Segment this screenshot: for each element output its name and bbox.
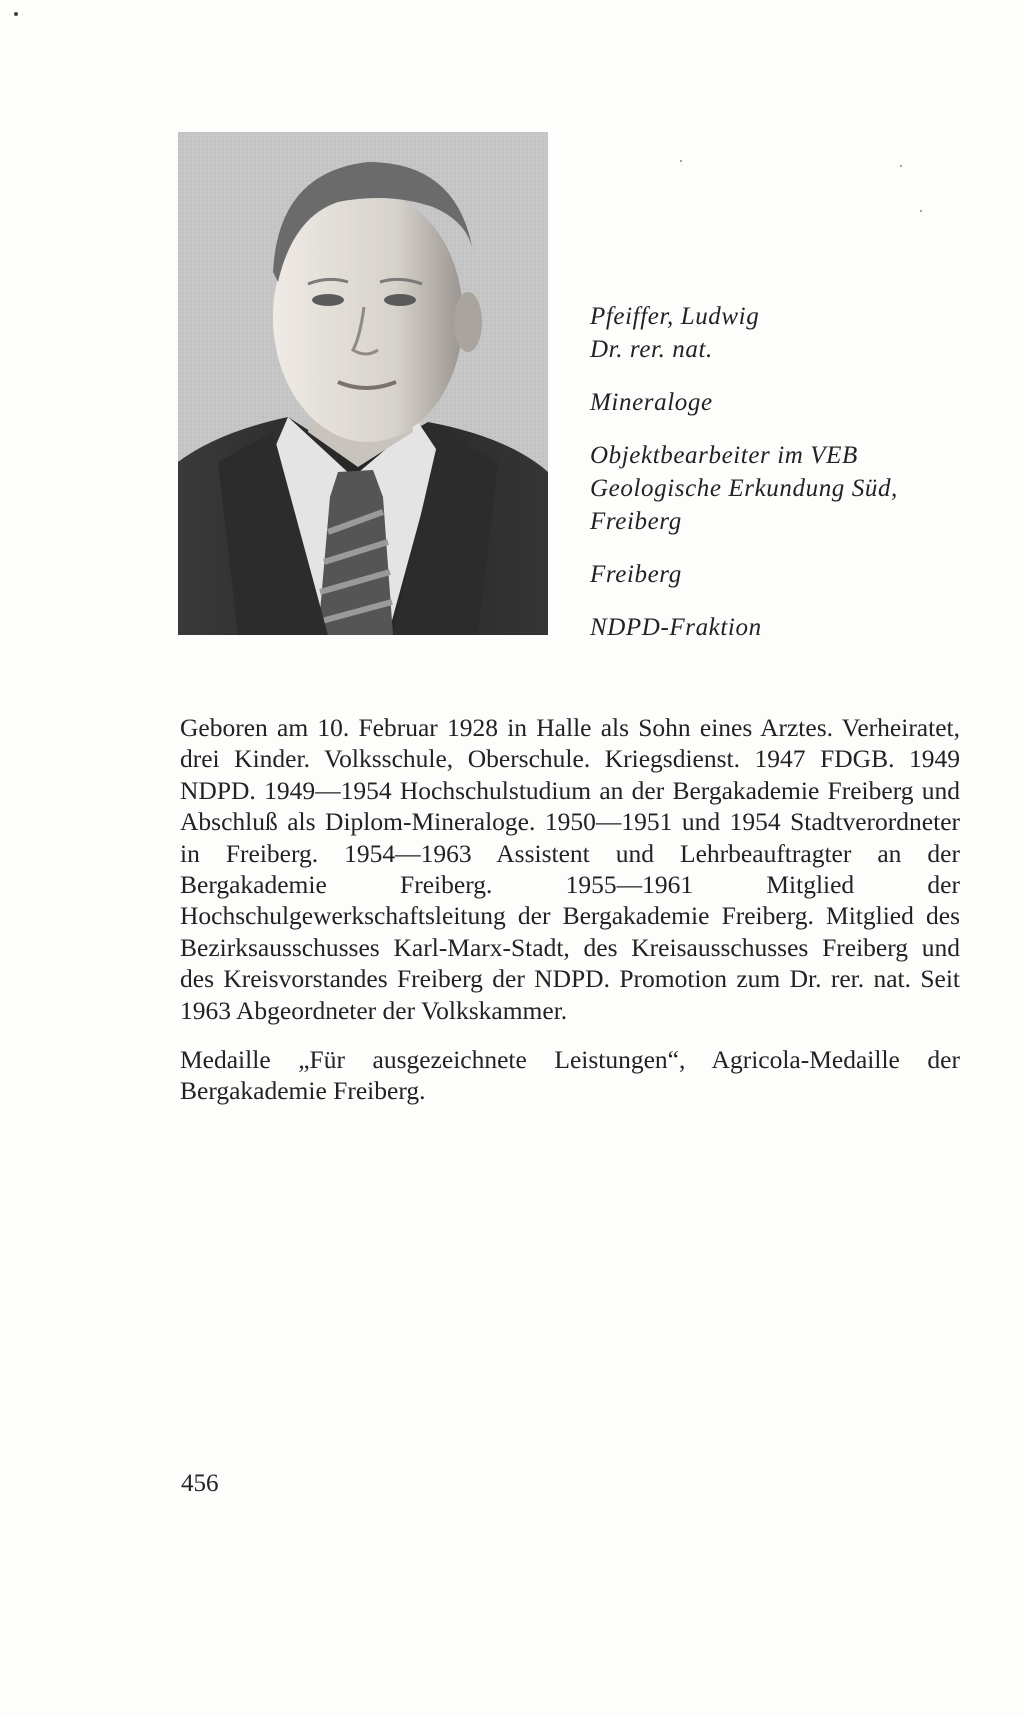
person-name: Pfeiffer, Ludwig	[590, 303, 760, 330]
portrait-photo	[178, 132, 548, 635]
position-line: Freiberg	[590, 508, 682, 535]
faction-block	[590, 611, 1010, 644]
profession: Mineraloge	[590, 389, 713, 416]
scan-speck	[920, 210, 922, 212]
position-line: Geologische Erkundung Süd,	[590, 475, 898, 502]
scan-speck	[680, 160, 682, 162]
position-block	[590, 439, 1010, 538]
academic-title: Dr. rer. nat.	[590, 336, 713, 363]
page-number: 456	[181, 1470, 219, 1497]
profession-block	[590, 386, 1010, 419]
face	[273, 192, 463, 442]
biography-paragraph: Geboren am 10. Februar 1928 in Halle als Sohn eines Arztes. Verheiratet, drei Kinder. Volksschule, Oberschule. Kriegsdienst. 1947 FDGB. 1949 NDPD. 1949—1954 Hochschulstudium an der Bergakademie Freiberg und Abschluß als Diplom-Mineraloge. 1950—1951 und 1954 Stadtverordneter in Freiberg. 1954—1963 Assistent und Lehrbeauftragter an der Bergakademie Freiberg. 1955—1961 Mitglied der Hochschulgewerkschaftsleitung der Bergakademie Freiberg. Mitglied des Bezirksausschusses Karl-Marx-Stadt, des Kreisausschusses Freiberg und des Kreisvorstandes Freiberg der NDPD. Promotion zum Dr. rer. nat. Seit 1963 Abgeordneter der Volkskammer.	[180, 713, 960, 1025]
constituency: Freiberg	[590, 561, 682, 588]
left-eye	[312, 294, 344, 306]
name-block	[590, 300, 1010, 366]
biography	[180, 712, 960, 1125]
constituency-block	[590, 558, 1010, 591]
position-line: Objektbearbeiter im VEB	[590, 442, 858, 469]
scan-speck	[14, 12, 18, 16]
entry-header	[590, 300, 1010, 664]
right-eye	[384, 294, 416, 306]
portrait-illustration	[178, 132, 548, 635]
ear	[454, 292, 482, 352]
awards-paragraph: Medaille „Für ausgezeichnete Leistungen“, Agricola-Medaille der Bergakademie Freiberg.	[180, 1045, 960, 1106]
faction: NDPD-Fraktion	[590, 614, 762, 641]
scan-speck	[900, 165, 902, 167]
